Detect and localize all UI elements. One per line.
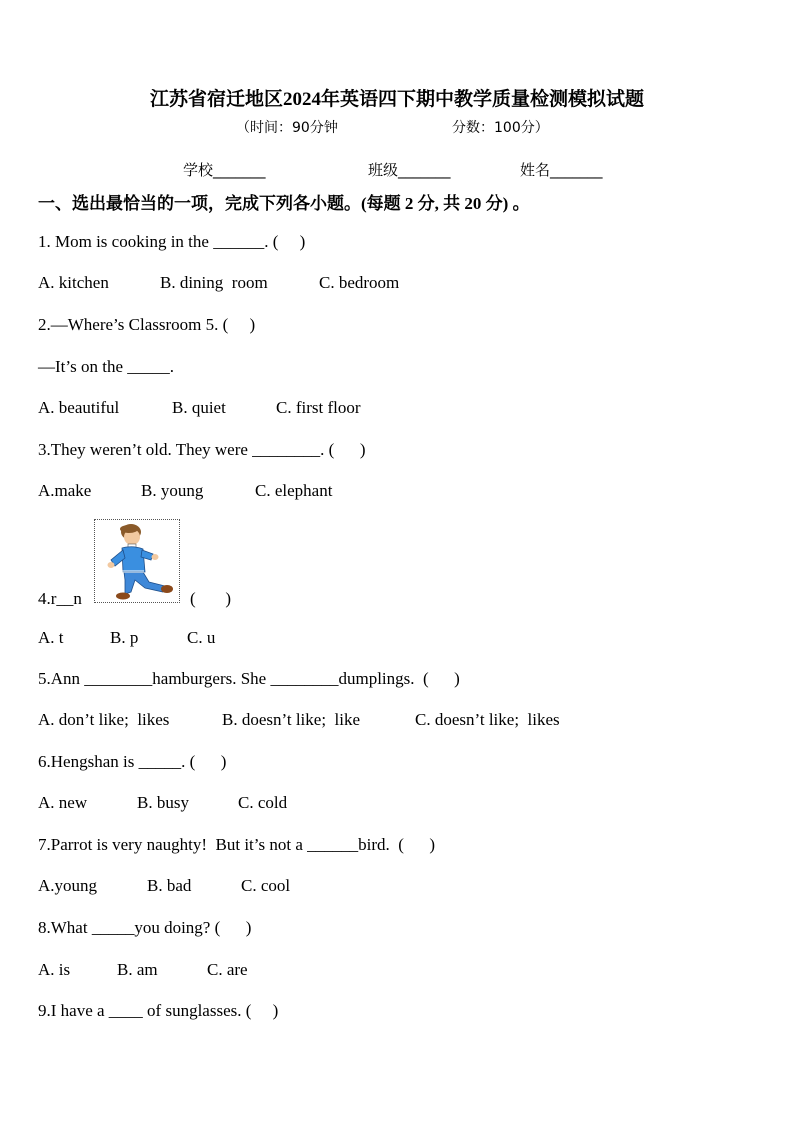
question-4: 4.r__n (38, 589, 82, 608)
q2-option-a: A. beautiful (38, 398, 120, 417)
exam-time: （时间：90分钟 (236, 120, 338, 136)
q2-option-c: C. first floor (276, 398, 361, 417)
q1-option-c: C. bedroom (319, 273, 400, 292)
q4-option-c: C. u (187, 628, 216, 647)
q7-option-c: C. cool (241, 876, 291, 895)
q3-option-a: A.make (38, 481, 92, 500)
q4-option-b: B. p (110, 628, 139, 647)
q8-option-a: A. is (38, 960, 71, 979)
section-heading: 一、选出最恰当的一项，完成下列各小题。(每题 2 分, 共 20 分) 。 (38, 194, 530, 213)
q6-option-b: B. busy (137, 793, 189, 812)
q4-answer-blank: ( ) (190, 589, 232, 608)
exam-score: 分数：100分） (452, 120, 549, 136)
q8-option-b: B. am (117, 960, 158, 979)
exam-title: 江苏省宿迁地区2024年英语四下期中教学质量检测模拟试题 (149, 89, 644, 110)
q3-option-c: C. elephant (255, 481, 333, 500)
q1-option-a: A. kitchen (38, 273, 109, 292)
q6-option-a: A. new (38, 793, 88, 812)
name-field: 姓名_______ (520, 161, 603, 179)
q7-option-b: B. bad (147, 876, 192, 895)
q5-option-b: B. doesn’t like; like (222, 710, 361, 729)
question-1: 1. Mom is cooking in the ______. ( ) (38, 232, 306, 251)
q8-option-c: C. are (207, 960, 248, 979)
question-8: 8.What _____you doing? ( ) (38, 918, 252, 937)
q5-option-a: A. don’t like; likes (38, 710, 170, 729)
q5-option-c: C. doesn’t like; likes (415, 710, 560, 729)
q4-option-a: A. t (38, 628, 64, 647)
class-field: 班级_______ (368, 161, 451, 179)
question-5: 5.Ann ________hamburgers. She ________dumplings. ( ) (38, 669, 460, 688)
question-3: 3.They weren’t old. They were ________. ( ) (38, 440, 366, 459)
question-6: 6.Hengshan is _____. ( ) (38, 752, 227, 771)
q6-option-c: C. cold (238, 793, 288, 812)
school-field: 学校_______ (183, 161, 266, 179)
question-9: 9.I have a ____ of sunglasses. ( ) (38, 1001, 279, 1020)
q7-option-a: A.young (38, 876, 98, 895)
question-2-answer-line: —It’s on the _____. (38, 357, 174, 376)
q2-option-b: B. quiet (172, 398, 226, 417)
running-boy-picture (94, 519, 180, 603)
question-7: 7.Parrot is very naughty! But it’s not a ______bird. ( ) (38, 835, 436, 854)
q1-option-b: B. dining room (160, 273, 268, 292)
running-boy-icon (95, 520, 179, 602)
question-2: 2.—Where’s Classroom 5. ( ) (38, 315, 256, 334)
q3-option-b: B. young (141, 481, 204, 500)
